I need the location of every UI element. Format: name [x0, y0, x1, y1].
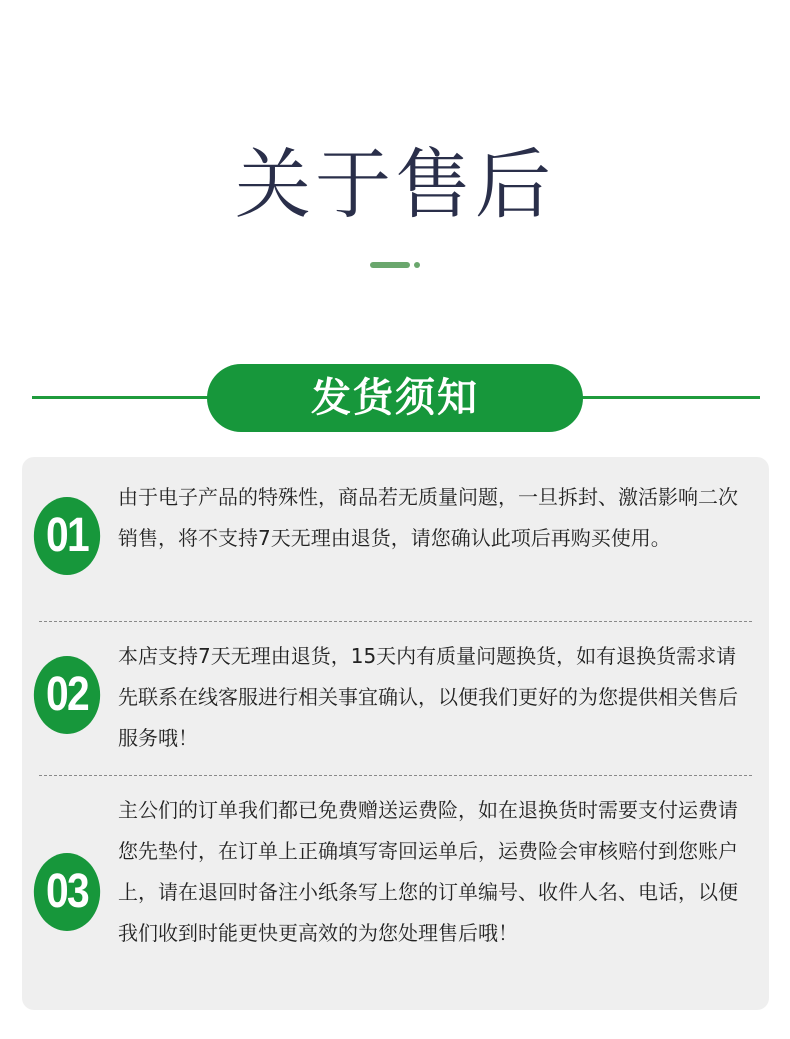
item-number-badge: 02	[34, 656, 100, 734]
title-accent-decoration	[370, 262, 420, 268]
item-number-badge: 01	[34, 497, 100, 575]
dashed-divider	[39, 621, 752, 622]
item-number-badge: 03	[34, 853, 100, 931]
item-text: 主公们的订单我们都已免费赠送运费险，如在退换货时需要支付运费请您先垫付，在订单上正确填写寄回运单后，运费险会审核赔付到您账户上，请在退回时备注小纸条写上您的订单编号、收件人名、电话，以便我们收到时能更快更高效的为您处理售后哦！	[118, 798, 738, 945]
section-divider-left	[32, 396, 222, 399]
section-heading: 发货须知	[207, 364, 583, 432]
notice-panel	[22, 457, 769, 1010]
accent-dot	[414, 262, 420, 268]
notice-item-3	[22, 777, 769, 1007]
notice-item-1	[22, 457, 769, 617]
dashed-divider	[39, 775, 752, 776]
accent-bar	[370, 262, 410, 268]
item-text: 由于电子产品的特殊性，商品若无质量问题，一旦拆封、激活影响二次销售，将不支持7天无理由退货，请您确认此项后再购买使用。	[118, 485, 738, 550]
notice-item-2	[22, 623, 769, 775]
section-divider-right	[568, 396, 760, 399]
item-text: 本店支持7天无理由退货，15天内有质量问题换货，如有退换货需求请先联系在线客服进行相关事宜确认，以便我们更好的为您提供相关售后服务哦！	[118, 644, 738, 750]
page-title: 关于售后	[235, 140, 555, 229]
